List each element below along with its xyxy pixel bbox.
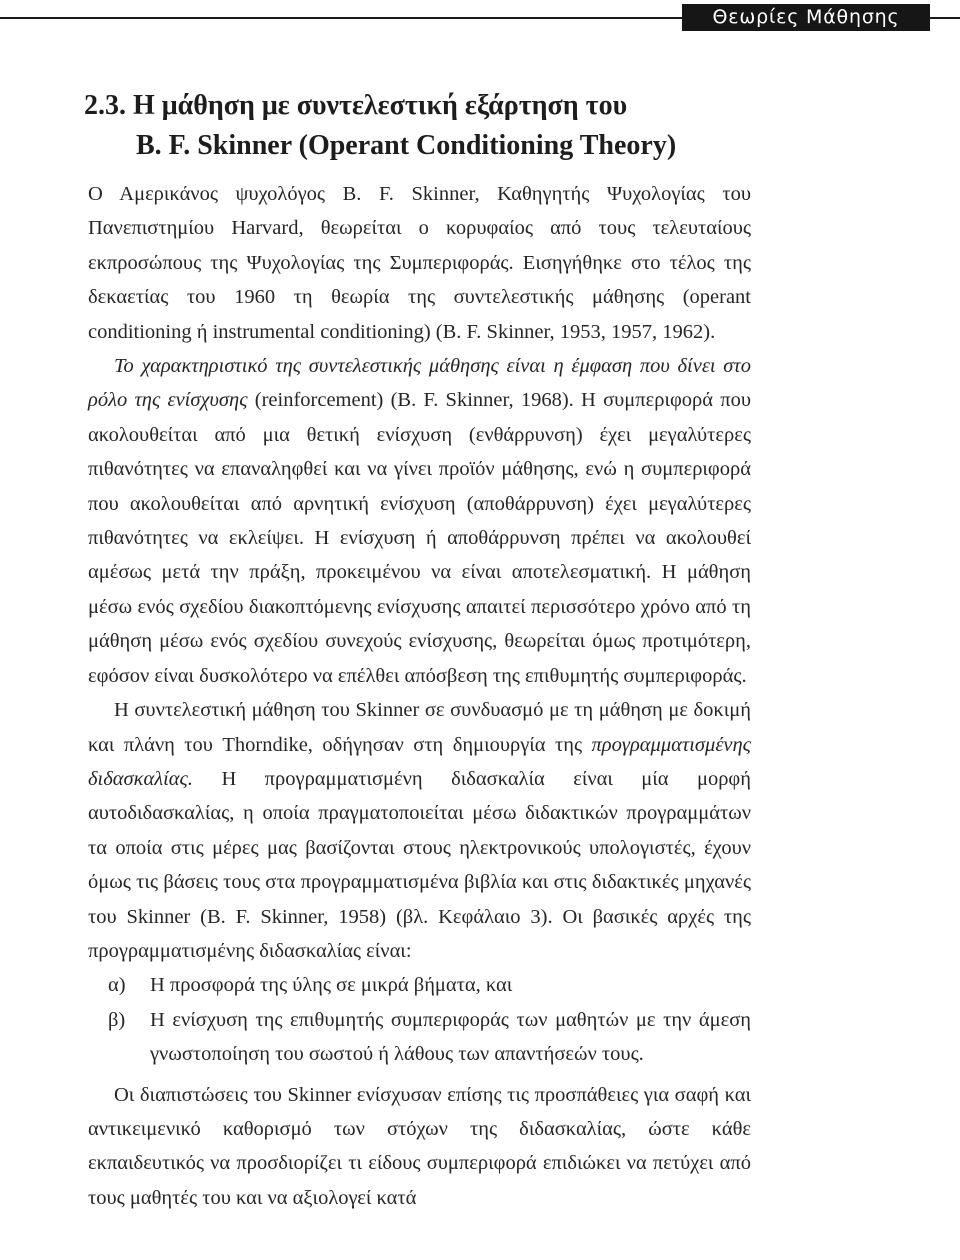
paragraph-text: (reinforcement) (B. F. Skinner, 1968). Η συμπεριφορά που ακολουθείται από μια θετική ενίσχυση (ενθάρρυνση) έχει μεγαλύτερες πιθανότητες να επαναληφθεί και να γίνει προϊόν μάθησης, ενώ η συμπεριφορά που ακολουθείται από αρνητική ενίσχυση (αποθάρρυνση) έχει μεγαλύτερες πιθανότητες να εκλείψει. Η ενίσχυση ή αποθάρρυνση πρέπει να ακολουθεί αμέσως μετά την πράξη, προκειμένου να είναι αποτελεσματική. Η μάθηση μέσω ενός σχεδίου διακοπτόμενης ενίσχυσης απαιτεί περισσότερο χρόνο από τη μάθηση μέσω ενός σχεδίου συνεχούς ενίσχυσης, θεωρείται όμως προτιμότερη, εφόσον είναι δυσκολότερο να επέλθει απόσβεση της επιθυμητής συμπεριφοράς.	[88, 389, 751, 687]
section-title-line-2: B. F. Skinner (Operant Conditioning Theory)	[136, 130, 677, 161]
running-header: Θεωρίες Μάθησης	[682, 4, 930, 31]
paragraph-intro: Ο Αμερικάνος ψυχολόγος Β. F. Skinner, Καθηγητής Ψυχολογίας του Πανεπιστημίου Harvard, θεωρείται ο κορυφαίος από τους τελευταίους εκπροσώπους της Ψυχολογίας της Συμπεριφοράς. Εισηγήθηκε στο τέλος της δεκαετίας του 1960 τη θεωρία της συντελεστικής μάθησης (operant conditioning ή instrumental conditioning) (B. F. Skinner, 1953, 1957, 1962).	[88, 183, 751, 343]
paragraph-programmed-instruction	[88, 693, 751, 968]
section-title	[84, 86, 864, 166]
paragraph-text: Η προγραμματισμένη διδασκαλία είναι μία μορφή αυτοδιδασκαλίας, η οποία πραγματοποιείται μέσω διδακτικών προγραμμάτων τα οποία στις μέρες μας βασίζονται στους ηλεκτρονικούς υπολογιστές, έχουν όμως τις βάσεις τους στα προγραμματισμένα βιβλία και στις διδακτικές μηχανές του Skinner (B. F. Skinner, 1958) (βλ. Κεφάλαιο 3). Οι βασικές αρχές της προγραμματισμένης διδασκαλίας είναι:	[88, 767, 751, 962]
list-item-text: Η προσφορά της ύλης σε μικρά βήματα, και	[150, 974, 513, 997]
body-text	[88, 177, 751, 1215]
section-title-line-1: 2.3. Η μάθηση με συντελεστική εξάρτηση του	[84, 90, 628, 121]
list-marker: α)	[108, 974, 126, 997]
list-item-text: Η ενίσχυση της επιθυμητής συμπεριφοράς των μαθητών με την άμεση γνωστοποίηση του σωστού ή λάθους των απαντήσεών τους.	[150, 1008, 751, 1066]
list-marker: β)	[108, 1008, 126, 1031]
emphasis-text: προγραμματισμένης διδασκαλίας.	[88, 733, 751, 790]
paragraph-objectives: Οι διαπιστώσεις του Skinner ενίσχυσαν επίσης τις προσπάθειες για σαφή και αντικειμενικό καθορισμό των στόχων της διδασκαλίας, ώστε κάθε εκπαιδευτικός να προσδιορίζει τι είδους συμπεριφορά επιδιώκει να πετύχει από τους μαθητές του και να αξιολογεί κατά	[88, 1083, 751, 1209]
paragraph-reinforcement	[88, 349, 751, 693]
list-item	[88, 1003, 751, 1072]
list-item	[88, 968, 751, 1002]
emphasis-text: Το χαρακτηριστικό της συντελεστικής μάθησης είναι η έμφαση που δίνει στο ρόλο της ενίσχυσης	[88, 355, 751, 412]
paragraph-text: Η συντελεστική μάθηση του Skinner σε συνδυασμό με τη μάθηση με δοκιμή και πλάνη του Thorndike, οδήγησαν στη δημιουργία της	[88, 699, 751, 756]
